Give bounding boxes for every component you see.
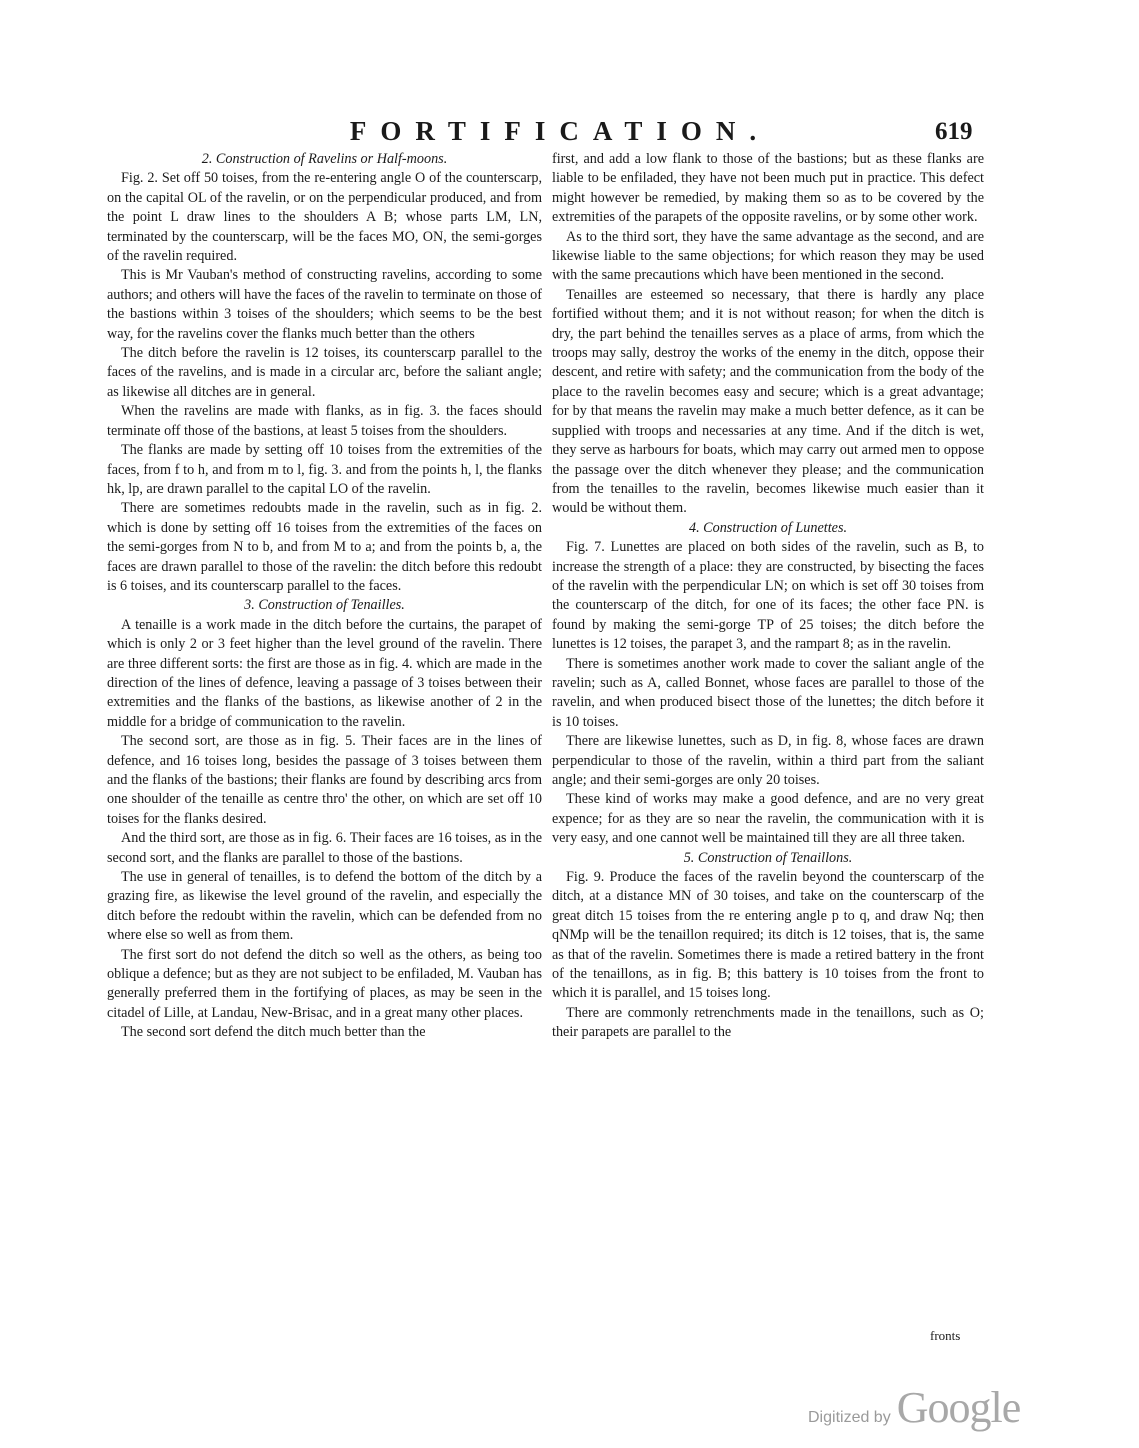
paragraph: first, and add a low flank to those of the bastions; but as these flanks are liable to be enfiladed, they have not been much put in practice. This defect might however be remedied, by making them so as to be covered by the extremities of the parapets of the opposite ravelins, or by some other work. xyxy=(552,151,984,226)
paragraph: The ditch before the ravelin is 12 toises, its counterscarp parallel to the faces of the ravelins, and is made in a circular arc, before the saliant angle; as likewise all ditches are in general. xyxy=(107,345,542,400)
paragraph: Tenailles are esteemed so necessary, that there is hardly any place fortified without them; and it is not without reason; for when the ditch is dry, the part behind the tenailles serves as a place of arms, from which the troops may sally, destroy the works of the enemy in the ditch, oppose their descent, and retire with safety; and the communication from the body of the place to the ravelin becomes easy and secure; which is a great advantage; for by that means the ravelin may make a much better defence, as it can be supplied with troops and necessaries at any time. And if the ditch is wet, they serve as harbours for boats, which may carry out armed men to oppose the passage over the ditch whenever they please; and the communication from the tenailles to the ravelin, becomes likewise much easier than it would be without them. xyxy=(552,286,984,517)
paragraph: Fig. 2. Set off 50 toises, from the re-entering angle O of the counterscarp, on the capital OL of the ravelin, or on the perpendicular produced, and from the point L draw lines to the shoulders A B; whose parts LM, LN, terminated by the counterscarp, will be the faces MO, ON, the semi-gorges of the ravelin required. xyxy=(107,170,542,265)
digitized-by-watermark xyxy=(808,1382,1020,1433)
paragraph: There are likewise lunettes, such as D, in fig. 8, whose faces are drawn perpendicular to those of the ravelin, within a third part from the saliant angle; and their semi-gorges are only 20 toises. xyxy=(552,733,984,788)
paragraph: When the ravelins are made with flanks, as in fig. 3. the faces should terminate off those of the bastions, at least 5 toises from the shoulders. xyxy=(107,403,542,439)
section-heading: 3. Construction of Tenailles. xyxy=(244,597,405,614)
left-column xyxy=(107,150,542,1043)
paragraph: The flanks are made by setting off 10 toises from the extremities of the faces, from f to h, and from m to l, fig. 3. and from the points h, l, the flanks hk, lp, are drawn parallel to the capital LO of the ravelin. xyxy=(107,442,542,497)
google-logo: Google xyxy=(896,1383,1021,1432)
paragraph: There are commonly retrenchments made in the tenaillons, such as O; their parapets are parallel to the xyxy=(552,1004,984,1041)
running-head: FORTIFICATION. xyxy=(349,116,771,146)
paragraph: The use in general of tenailles, is to defend the bottom of the ditch by a grazing fire, as likewise the level ground of the ravelin, and especially the ditch before the redoubt within the ravelin, which can be defended from no where else so well as from them. xyxy=(107,869,542,944)
paragraph: And the third sort, are those as in fig. 6. Their faces are 16 toises, as in the second sort, and the flanks are parallel to those of the bastions. xyxy=(107,830,542,866)
paragraph: The second sort, are those as in fig. 5. Their faces are in the lines of defence, and 16 toises long, besides the passage of 3 toises between them and the flanks of the bastions; their flanks are found by describing arcs from one shoulder of the tenaille as centre thro' the other, on which are set off 10 toises for the flanks desired. xyxy=(107,733,542,827)
paragraph: Fig. 9. Produce the faces of the ravelin beyond the counterscarp of the ditch, at a distance MN of 30 toises, and take on the counterscarp of the great ditch 15 toises from the re entering angle p to q, and draw Nq; then qNMp will be the tenaillon required; its ditch is 12 toises, that is, the same as that of the ravelin. Sometimes there is made a retired battery in the front of the tenaillons, as in fig. B; this battery is 10 toises from the front to which it is parallel, and 15 toises long. xyxy=(552,869,984,1002)
paragraph: These kind of works may make a good defence, and are no very great expence; for as they are so near the ravelin, the communication with it is very easy, and one cannot well be maintained till they are all three taken. xyxy=(552,791,984,847)
paragraph: There are sometimes redoubts made in the ravelin, such as in fig. 2. which is done by setting off 16 toises from the extremities of the faces on the semi-gorges from N to b, and from M to a; and from the points b, a, the faces are drawn parallel to those of the ravelin: the ditch before this redoubt is 6 toises, and its counterscarp parallel to the faces. xyxy=(107,500,542,594)
paragraph: The second sort defend the ditch much better than the xyxy=(121,1024,426,1041)
page-number: 619 xyxy=(935,118,973,145)
section-heading: 4. Construction of Lunettes. xyxy=(688,519,848,536)
catchword: fronts xyxy=(930,1328,961,1343)
paragraph: A tenaille is a work made in the ditch before the curtains, the parapet of which is only 2 or 3 feet higher than the level ground of the ravelin. There are three different sorts: the first are those as in fig. 4. which are made in the direction of the lines of defence, leaving a passage of 3 toises between their extremities and the flanks of the bastions, as likewise another of 2 in the middle for a bridge of communication to the ravelin. xyxy=(107,616,542,730)
paragraph: There is sometimes another work made to cover the saliant angle of the ravelin; such as A, called Bonnet, whose faces are parallel to those of the ravelin, and when produced bisect those of the lunettes; the ditch before it is 10 toises. xyxy=(552,655,984,730)
section-heading: 2. Construction of Ravelins or Half-moons. xyxy=(201,151,448,167)
section-heading: 5. Construction of Tenaillons. xyxy=(683,849,853,866)
right-column xyxy=(552,150,984,1043)
paragraph: This is Mr Vauban's method of constructing ravelins, according to some authors; and others will have the faces of the ravelin to terminate on those of the bastions within 3 toises of the shoulders; which seems to be the best way, for the ravelins cover the flanks much better than the others xyxy=(107,267,542,342)
paragraph: Fig. 7. Lunettes are placed on both sides of the ravelin, such as B, to increase the strength of a place: they are constructed, by bisecting the faces of the ravelin with the perpendicular LN; on which is set off 30 toises from the counterscarp of the ditch, for one of its faces; the other face PN. is found by making the semi-gorge TP of 25 toises; the ditch before the lunettes is 12 toises, the parapet 3, and the rampart 8; as in the ravelin. xyxy=(552,539,984,653)
paragraph: As to the third sort, they have the same advantage as the second, and are likewise liable to the same objections; for which reason they may be used with the same precautions which have been mentioned in the second. xyxy=(552,228,984,284)
paragraph: The first sort do not defend the ditch so well as the others, as being too oblique a defence; but as they are not subject to be enfiladed, M. Vauban has generally preferred them in the fortifying of places, as may be seen in the citadel of Lille, at Landau, New-Brisac, and in a great many other places. xyxy=(107,946,542,1021)
watermark-prefix: Digitized by xyxy=(808,1409,891,1426)
